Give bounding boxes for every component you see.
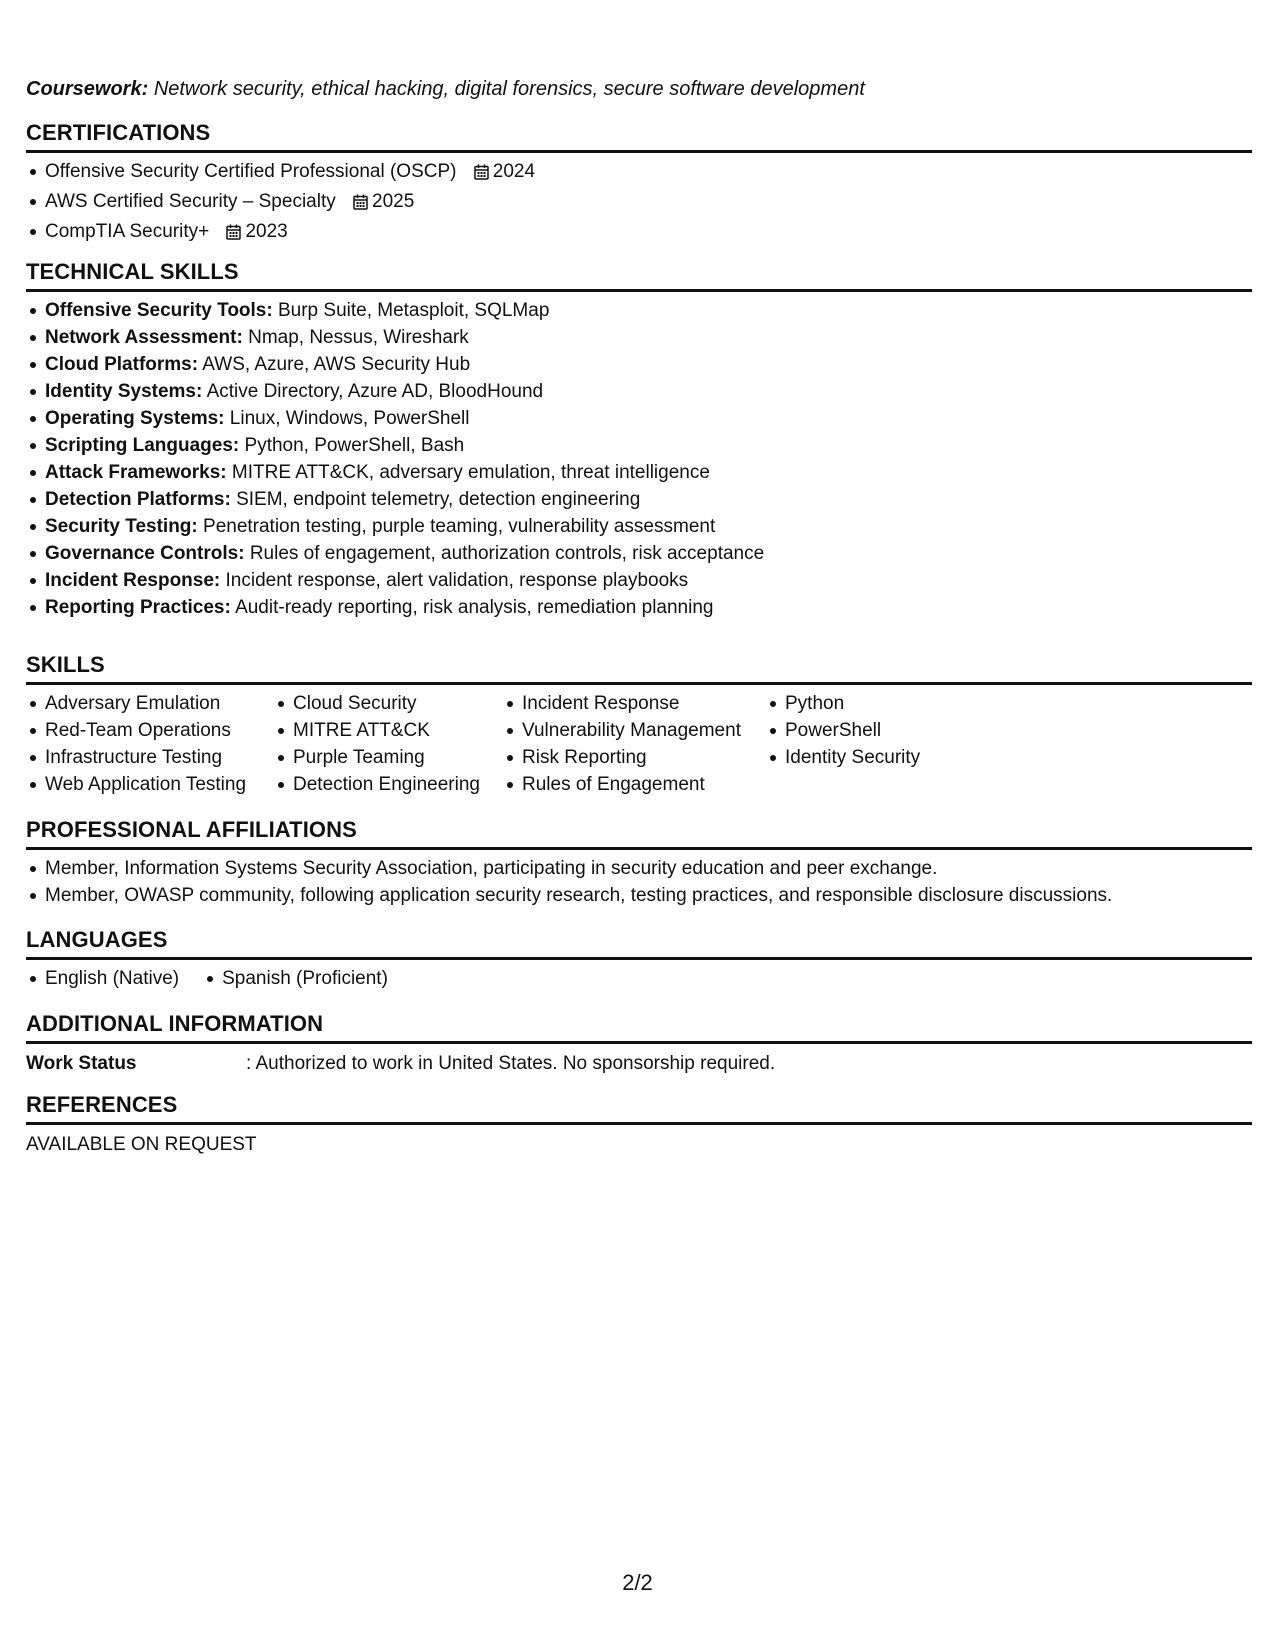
list-item: Member, OWASP community, following application security research, testing practices, and responsible disclosure discussions.	[26, 882, 1252, 909]
calendar-icon	[474, 161, 489, 188]
section-title: REFERENCES	[26, 1092, 1252, 1125]
skills-section	[26, 652, 1252, 798]
list-item: Python	[766, 690, 1006, 717]
additional-info-section	[26, 1011, 1252, 1077]
calendar-icon	[226, 221, 241, 248]
section-title: CERTIFICATIONS	[26, 120, 1252, 153]
technical-skills-section	[26, 259, 1252, 621]
technical-skills-list	[26, 297, 1252, 621]
list-item: Web Application Testing	[26, 771, 274, 798]
skill-value: Burp Suite, Metasploit, SQLMap	[277, 300, 550, 321]
list-item: Risk Reporting	[503, 744, 766, 771]
list-item	[26, 351, 1252, 378]
list-item	[26, 432, 1252, 459]
list-item	[26, 324, 1252, 351]
skill-label: Identity Systems:	[45, 381, 203, 402]
skill-label: Detection Platforms:	[45, 489, 231, 510]
list-item: PowerShell	[766, 717, 1006, 744]
list-item: Identity Security	[766, 744, 1006, 771]
skills-column	[26, 690, 274, 798]
coursework-label: Coursework:	[26, 78, 149, 100]
list-item: Cloud Security	[274, 690, 503, 717]
list-item: MITRE ATT&CK	[274, 717, 503, 744]
languages-section	[26, 927, 1252, 992]
skill-label: Network Assessment:	[45, 327, 243, 348]
section-title: TECHNICAL SKILLS	[26, 259, 1252, 292]
list-item	[26, 594, 1252, 621]
skill-value: Penetration testing, purple teaming, vulnerability assessment	[203, 516, 716, 537]
skill-value: AWS, Azure, AWS Security Hub	[202, 354, 471, 375]
affiliations-section	[26, 817, 1252, 909]
skill-label: Reporting Practices:	[45, 597, 231, 618]
list-item: Adversary Emulation	[26, 690, 274, 717]
section-title: ADDITIONAL INFORMATION	[26, 1011, 1252, 1044]
skill-label: Governance Controls:	[45, 543, 245, 564]
page-number: 2/2	[622, 1570, 653, 1595]
skill-label: Scripting Languages:	[45, 435, 240, 456]
list-item	[26, 378, 1252, 405]
certification-year: 2024	[492, 161, 536, 182]
certification-name: Offensive Security Certified Professional (OSCP)	[45, 161, 457, 182]
skills-column	[503, 690, 766, 798]
skill-label: Incident Response:	[45, 570, 221, 591]
list-item	[26, 218, 1252, 248]
section-title: PROFESSIONAL AFFILIATIONS	[26, 817, 1252, 850]
list-item: Red-Team Operations	[26, 717, 274, 744]
skill-value: Incident response, alert validation, response playbooks	[225, 570, 689, 591]
skill-value: MITRE ATT&CK, adversary emulation, threat intelligence	[231, 462, 710, 483]
skill-label: Security Testing:	[45, 516, 198, 537]
section-title: LANGUAGES	[26, 927, 1252, 960]
skills-column	[274, 690, 503, 798]
section-title: SKILLS	[26, 652, 1252, 685]
list-item: Rules of Engagement	[503, 771, 766, 798]
skill-value: Active Directory, Azure AD, BloodHound	[206, 381, 544, 402]
list-item	[26, 459, 1252, 486]
certification-year: 2025	[372, 191, 415, 212]
skill-value: Linux, Windows, PowerShell	[229, 408, 470, 429]
certification-year: 2023	[245, 221, 288, 242]
skill-label: Operating Systems:	[45, 408, 225, 429]
list-item: Spanish (Proficient)	[203, 965, 388, 992]
list-item: Purple Teaming	[274, 744, 503, 771]
work-status-label: Work Status	[26, 1053, 137, 1074]
list-item: Infrastructure Testing	[26, 744, 274, 771]
certifications-section	[26, 120, 1252, 248]
list-item	[26, 486, 1252, 513]
skill-value: Rules of engagement, authorization controls, risk acceptance	[249, 543, 765, 564]
references-text: AVAILABLE ON REQUEST	[26, 1134, 257, 1155]
calendar-icon	[353, 191, 368, 218]
list-item	[26, 540, 1252, 567]
list-item	[26, 297, 1252, 324]
affiliations-list	[26, 855, 1252, 909]
list-item: English (Native)	[26, 965, 179, 992]
languages-list	[26, 965, 1252, 992]
list-item	[26, 405, 1252, 432]
skill-value: Audit-ready reporting, risk analysis, remediation planning	[235, 597, 714, 618]
list-item: Detection Engineering	[274, 771, 503, 798]
work-status-row	[26, 1050, 1252, 1077]
certification-name: CompTIA Security+	[45, 221, 210, 242]
list-item	[26, 513, 1252, 540]
skill-label: Attack Frameworks:	[45, 462, 227, 483]
skills-column	[766, 690, 1006, 798]
skills-columns	[26, 690, 1252, 798]
list-item: Incident Response	[503, 690, 766, 717]
list-item	[26, 188, 1252, 218]
skill-value: Python, PowerShell, Bash	[244, 435, 465, 456]
work-status-value: : Authorized to work in United States. No sponsorship required.	[246, 1053, 776, 1074]
list-item	[26, 158, 1252, 188]
skill-label: Offensive Security Tools:	[45, 300, 273, 321]
skill-value: SIEM, endpoint telemetry, detection engineering	[236, 489, 641, 510]
coursework-text: Network security, ethical hacking, digital forensics, secure software development	[153, 78, 865, 100]
list-item: Vulnerability Management	[503, 717, 766, 744]
list-item	[26, 567, 1252, 594]
list-item: Member, Information Systems Security Association, participating in security education and peer exchange.	[26, 855, 1252, 882]
references-section	[26, 1092, 1252, 1158]
certifications-list	[26, 158, 1252, 248]
coursework-line	[26, 78, 865, 101]
certification-name: AWS Certified Security – Specialty	[45, 191, 336, 212]
skill-value: Nmap, Nessus, Wireshark	[248, 327, 469, 348]
skill-label: Cloud Platforms:	[45, 354, 199, 375]
